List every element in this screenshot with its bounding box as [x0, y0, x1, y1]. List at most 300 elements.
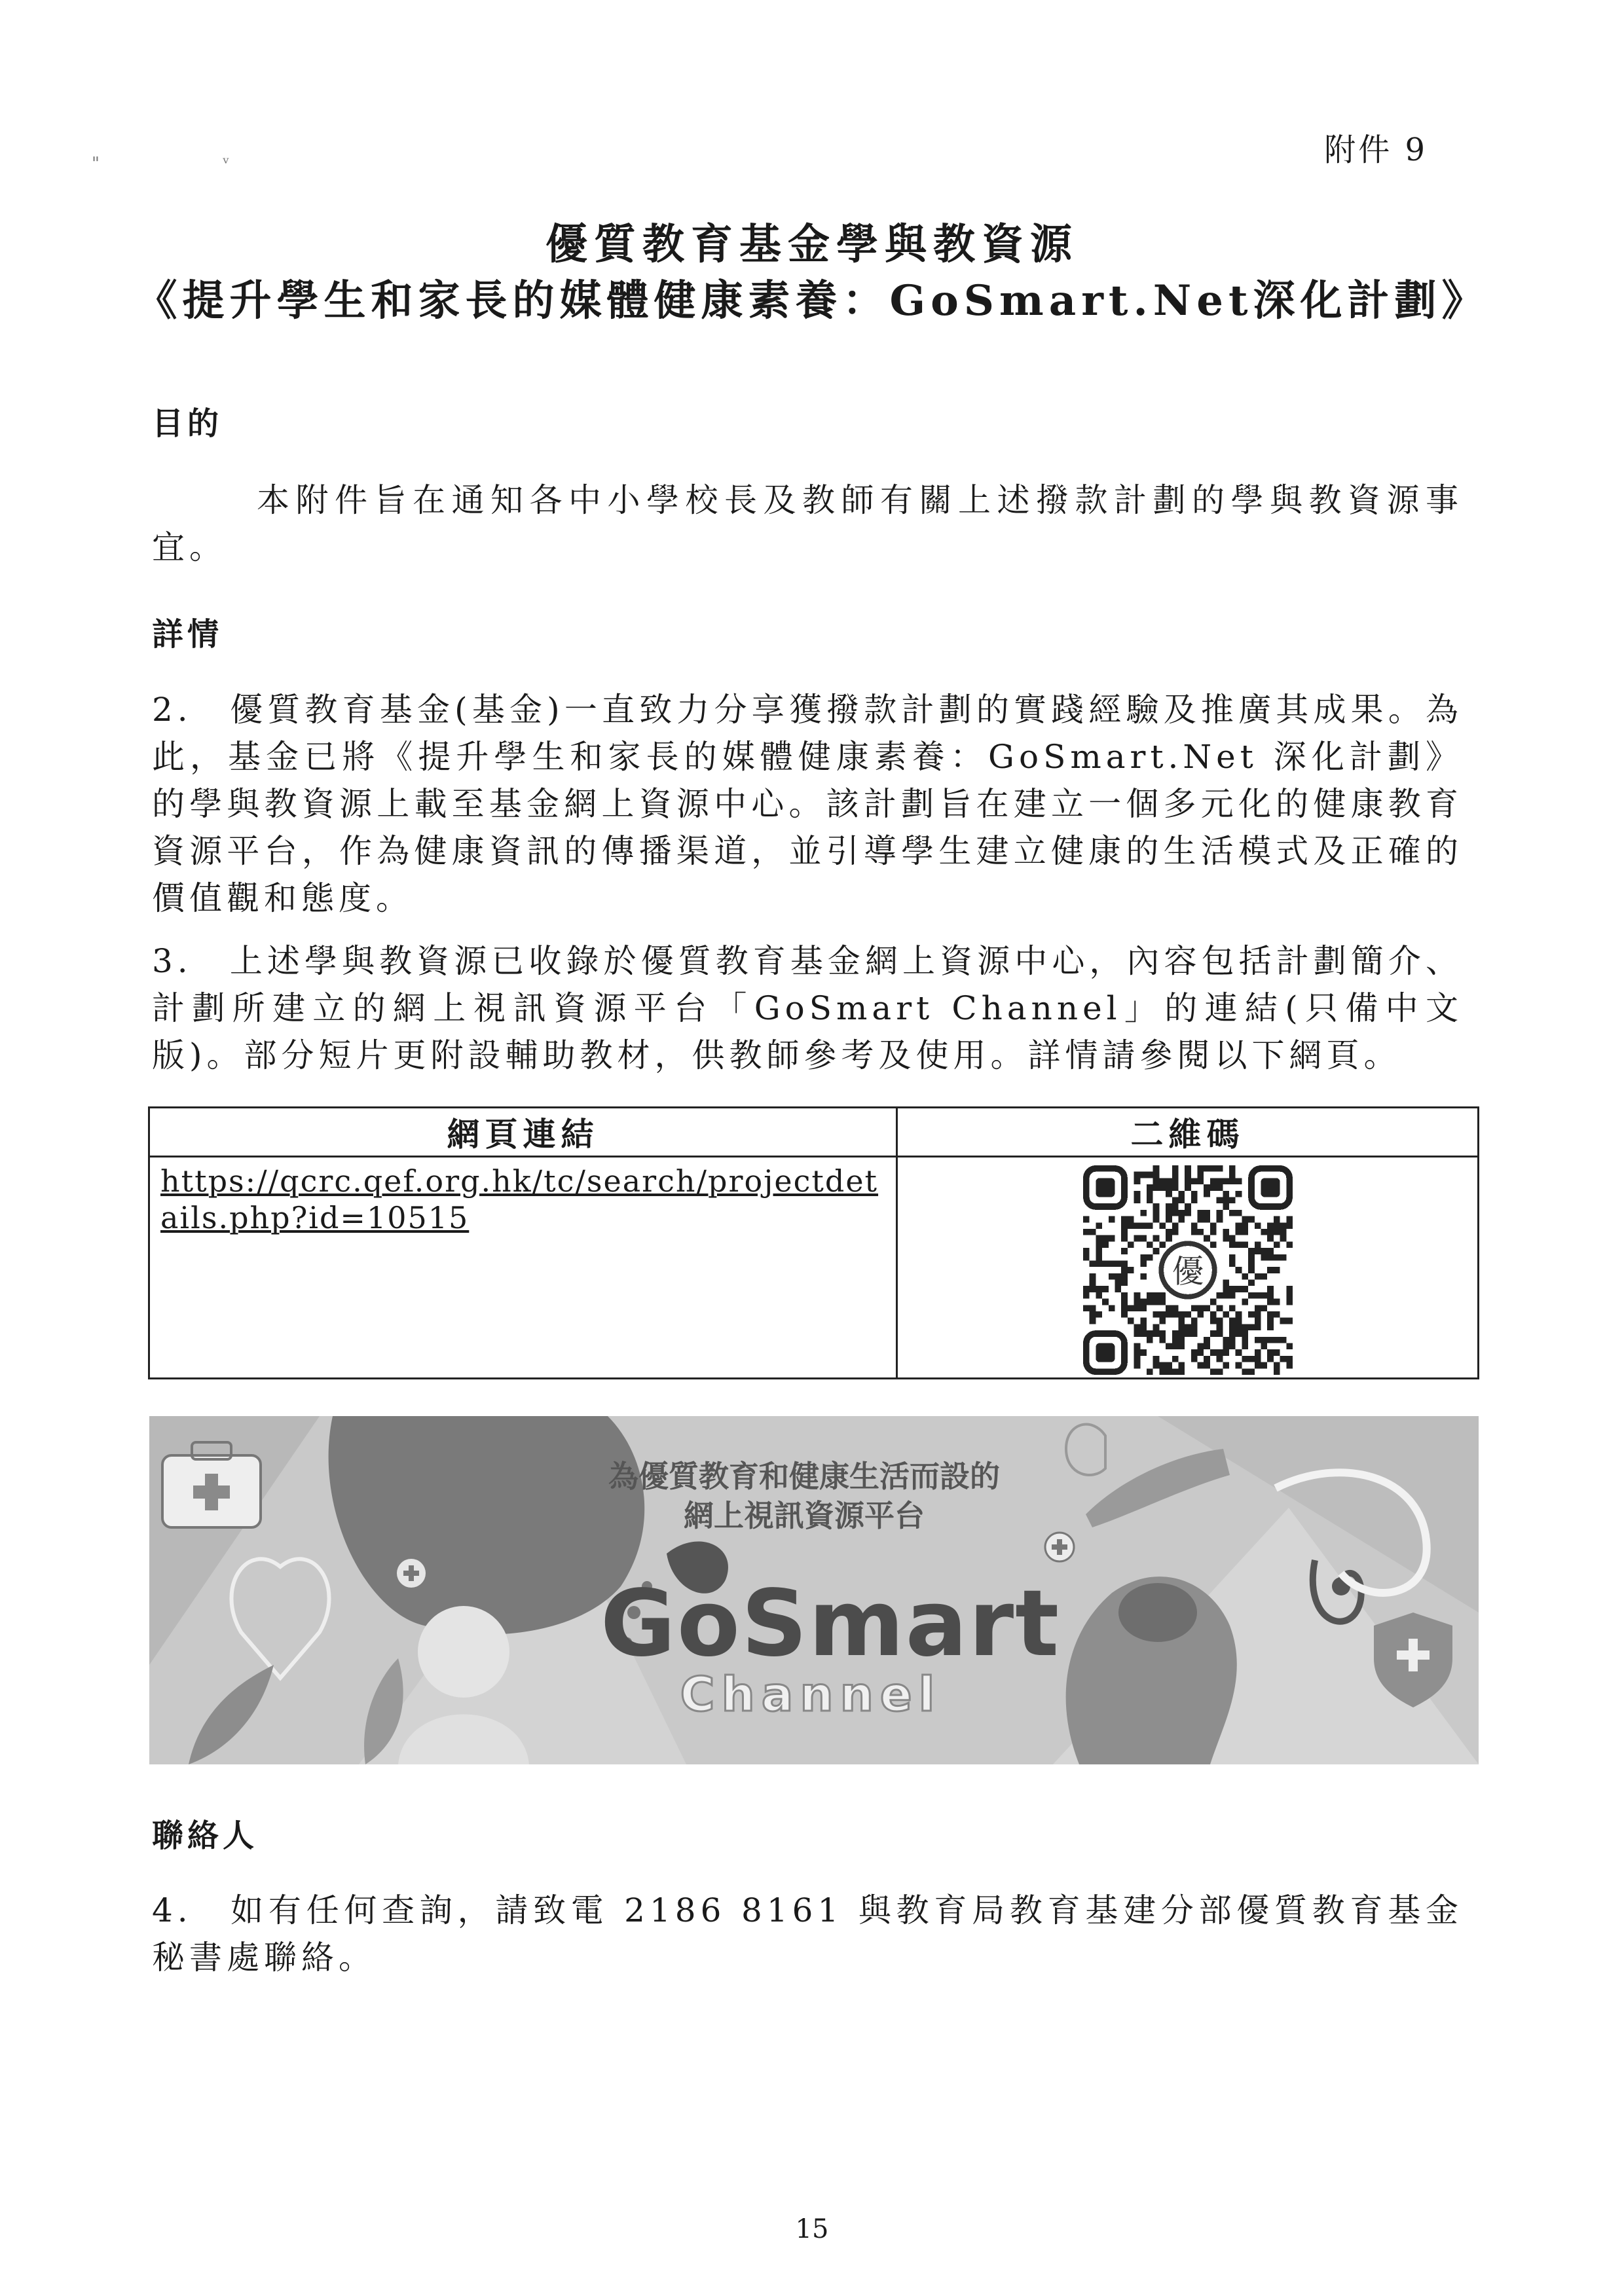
qr-module	[1083, 1216, 1090, 1223]
qr-module	[1178, 1216, 1185, 1223]
qr-module	[1140, 1324, 1147, 1330]
qr-module	[1146, 1299, 1153, 1305]
qr-module	[1273, 1362, 1280, 1369]
qr-module	[1159, 1362, 1166, 1369]
qr-module	[1140, 1260, 1147, 1267]
qr-module	[1204, 1362, 1210, 1369]
qr-module	[1242, 1356, 1248, 1362]
qr-module	[1127, 1267, 1134, 1273]
qr-module	[1190, 1324, 1197, 1330]
qr-module	[1140, 1305, 1147, 1311]
banner-tagline-line-2: 網上視訊資源平台	[684, 1498, 925, 1533]
qr-module	[1209, 1299, 1216, 1305]
qr-module	[1134, 1235, 1140, 1242]
qr-module	[1185, 1210, 1191, 1216]
header-web-link: 網頁連結	[149, 1108, 897, 1157]
qr-module	[1261, 1343, 1267, 1350]
qr-module	[1159, 1337, 1166, 1343]
qr-module	[1216, 1305, 1223, 1311]
qr-module	[1134, 1292, 1140, 1299]
qr-code	[1083, 1165, 1293, 1375]
header-qr-code: 二維碼	[897, 1108, 1479, 1157]
qr-module	[1102, 1235, 1109, 1242]
qr-module	[1229, 1254, 1236, 1261]
qr-module	[1235, 1324, 1242, 1330]
qr-module	[1235, 1311, 1242, 1318]
qr-module	[1209, 1368, 1216, 1375]
qr-module	[1248, 1248, 1255, 1254]
qr-module	[1153, 1311, 1159, 1318]
qr-module	[1197, 1210, 1204, 1216]
qr-module	[1280, 1318, 1286, 1324]
qr-module	[1140, 1349, 1147, 1356]
qr-module	[1083, 1254, 1090, 1261]
qr-module	[1223, 1280, 1229, 1286]
qr-module	[1204, 1216, 1210, 1223]
qr-module	[1248, 1254, 1255, 1261]
qr-module	[1197, 1216, 1204, 1223]
qr-module	[1134, 1178, 1140, 1184]
qr-module	[1096, 1235, 1102, 1242]
qr-module	[1178, 1311, 1185, 1318]
qr-module	[1140, 1210, 1147, 1216]
qr-module	[1209, 1184, 1216, 1191]
qr-module	[1166, 1191, 1172, 1197]
qr-module	[1223, 1343, 1229, 1350]
qr-module	[1248, 1260, 1255, 1267]
qr-module	[1146, 1254, 1153, 1261]
qr-module	[1172, 1203, 1178, 1210]
qr-module	[1242, 1343, 1248, 1350]
qr-module	[1286, 1318, 1293, 1324]
qr-module	[1140, 1235, 1147, 1242]
annex-label: 附件 9	[1324, 132, 1428, 168]
qr-module	[1286, 1343, 1293, 1350]
banner-tagline-line-1: 為優質教育和健康生活而設的	[608, 1459, 1000, 1494]
qr-module	[1197, 1165, 1204, 1172]
qr-module	[1178, 1362, 1185, 1369]
qr-module	[1223, 1362, 1229, 1369]
qr-module	[1261, 1305, 1267, 1311]
qr-module	[1235, 1349, 1242, 1356]
paragraph-4	[152, 1887, 1463, 1981]
qr-module	[1242, 1368, 1248, 1375]
qr-module	[1254, 1324, 1261, 1330]
qr-module	[1121, 1311, 1128, 1318]
banner-sub-brand: Channel	[680, 1667, 942, 1722]
qr-module	[1108, 1305, 1115, 1311]
qr-module	[1121, 1267, 1128, 1273]
qr-module	[1267, 1337, 1274, 1343]
qr-module	[1267, 1267, 1274, 1273]
qr-module	[1096, 1260, 1102, 1267]
qr-module	[1229, 1305, 1236, 1311]
qr-module	[1267, 1254, 1274, 1261]
qr-module	[1185, 1184, 1191, 1191]
qr-module	[1153, 1292, 1159, 1299]
qr-module	[1286, 1222, 1293, 1229]
resource-link[interactable]: https://qcrc.qef.org.hk/tc/search/projectdetails.php?id=10515	[160, 1163, 879, 1235]
heading-details: 詳情	[152, 616, 223, 653]
qr-module	[1229, 1292, 1236, 1299]
qr-module	[1204, 1356, 1210, 1362]
qr-module	[1185, 1330, 1191, 1337]
qr-module	[1083, 1292, 1090, 1299]
qr-module	[1102, 1286, 1109, 1292]
heading-purpose: 目的	[152, 405, 223, 442]
qr-module	[1159, 1299, 1166, 1305]
qr-module	[1254, 1222, 1261, 1229]
qr-module	[1134, 1362, 1140, 1369]
qr-module	[1248, 1292, 1255, 1299]
qr-module	[1242, 1216, 1248, 1223]
qr-module	[1229, 1286, 1236, 1292]
qr-module	[1166, 1210, 1172, 1216]
qr-module	[1178, 1343, 1185, 1350]
qr-module	[1248, 1311, 1255, 1318]
qr-module	[1273, 1216, 1280, 1223]
qr-module	[1172, 1178, 1178, 1184]
qr-module	[1242, 1337, 1248, 1343]
qr-module	[1209, 1229, 1216, 1235]
qr-module	[1197, 1343, 1204, 1350]
qr-module	[1089, 1273, 1096, 1280]
qr-module	[1248, 1267, 1255, 1273]
qr-module	[1108, 1273, 1115, 1280]
qr-module	[1190, 1318, 1197, 1324]
qr-module	[1280, 1229, 1286, 1235]
qr-module	[1204, 1184, 1210, 1191]
qr-module	[1242, 1330, 1248, 1337]
qr-module	[1235, 1286, 1242, 1292]
qr-module	[1235, 1362, 1242, 1369]
qr-module	[1134, 1197, 1140, 1203]
qr-module	[1102, 1260, 1109, 1267]
document-title-line-1: 優質教育基金學與教資源	[545, 220, 1079, 269]
qr-module	[1083, 1305, 1090, 1311]
qr-module	[1229, 1337, 1236, 1343]
qr-module	[1223, 1311, 1229, 1318]
qr-module	[1229, 1178, 1236, 1184]
qr-module	[1159, 1318, 1166, 1324]
qr-module	[1153, 1324, 1159, 1330]
qr-module	[1134, 1356, 1140, 1362]
qr-module	[1197, 1349, 1204, 1356]
qr-module	[1267, 1318, 1274, 1324]
qr-module	[1146, 1172, 1153, 1178]
qr-module	[1216, 1324, 1223, 1330]
qr-module	[1096, 1241, 1102, 1248]
qr-module	[1108, 1235, 1115, 1242]
qr-module	[1159, 1184, 1166, 1191]
qr-module	[1121, 1305, 1128, 1311]
qr-module	[1172, 1210, 1178, 1216]
qr-module	[1254, 1305, 1261, 1311]
qr-module	[1254, 1362, 1261, 1369]
qr-module	[1102, 1241, 1109, 1248]
qr-module	[1089, 1260, 1096, 1267]
qr-module	[1121, 1292, 1128, 1299]
qr-module	[1166, 1362, 1172, 1369]
qr-module	[1185, 1172, 1191, 1178]
qr-module	[1209, 1311, 1216, 1318]
qr-module	[1273, 1299, 1280, 1305]
qr-module	[1185, 1165, 1191, 1172]
qr-module	[1190, 1191, 1197, 1197]
qr-module	[1216, 1197, 1223, 1203]
qr-module	[1267, 1324, 1274, 1330]
qr-module	[1153, 1210, 1159, 1216]
qr-module	[1216, 1178, 1223, 1184]
qr-module	[1166, 1305, 1172, 1311]
qr-module	[1229, 1260, 1236, 1267]
qr-module	[1235, 1222, 1242, 1229]
qr-module	[1089, 1318, 1096, 1324]
qr-module	[1153, 1330, 1159, 1337]
qr-module	[1172, 1356, 1178, 1362]
qr-module	[1273, 1222, 1280, 1229]
qr-module	[1159, 1241, 1166, 1248]
qr-module	[1280, 1337, 1286, 1343]
qr-module	[1159, 1292, 1166, 1299]
qr-module	[1096, 1286, 1102, 1292]
qr-module	[1172, 1172, 1178, 1178]
qr-module	[1172, 1184, 1178, 1191]
qr-module	[1140, 1172, 1147, 1178]
qr-module	[1159, 1178, 1166, 1184]
qr-module	[1261, 1273, 1267, 1280]
qr-module	[1146, 1222, 1153, 1229]
qr-module	[1134, 1343, 1140, 1350]
qr-module	[1153, 1172, 1159, 1178]
first-aid-kit-icon	[162, 1442, 261, 1527]
qr-module	[1235, 1229, 1242, 1235]
qr-module	[1115, 1273, 1121, 1280]
qr-module	[1204, 1337, 1210, 1343]
plus-circle-icon	[397, 1559, 426, 1588]
qr-module	[1190, 1229, 1197, 1235]
qr-module	[1254, 1349, 1261, 1356]
qr-module	[1254, 1273, 1261, 1280]
qr-module	[1229, 1241, 1236, 1248]
qr-module	[1280, 1356, 1286, 1362]
qr-module	[1172, 1305, 1178, 1311]
qr-module	[1121, 1248, 1128, 1254]
qr-module	[1121, 1229, 1128, 1235]
qr-module	[1121, 1273, 1128, 1280]
qr-module	[1134, 1299, 1140, 1305]
qr-module	[1209, 1241, 1216, 1248]
qr-module	[1190, 1197, 1197, 1203]
link-cell	[149, 1157, 897, 1379]
qr-module	[1140, 1254, 1147, 1261]
qr-module	[1223, 1229, 1229, 1235]
qr-module	[1121, 1216, 1128, 1223]
qr-module	[1235, 1330, 1242, 1337]
qr-module	[1140, 1273, 1147, 1280]
qr-module	[1096, 1292, 1102, 1299]
qr-module	[1172, 1368, 1178, 1375]
qr-module	[1166, 1178, 1172, 1184]
qr-module	[1216, 1165, 1223, 1172]
qr-center-logo: 優	[1172, 1253, 1204, 1290]
qr-module	[1096, 1248, 1102, 1254]
qr-module	[1248, 1216, 1255, 1223]
page-number: 15	[795, 2214, 829, 2244]
qr-module	[1172, 1229, 1178, 1235]
qr-module	[1089, 1311, 1096, 1318]
qr-module	[1286, 1356, 1293, 1362]
qr-module	[1209, 1349, 1216, 1356]
qr-module	[1223, 1203, 1229, 1210]
qr-module	[1254, 1241, 1261, 1248]
qr-module	[1229, 1324, 1236, 1330]
qr-module	[1216, 1368, 1223, 1375]
qr-module	[1204, 1343, 1210, 1350]
qr-module	[1223, 1178, 1229, 1184]
paragraph-3	[152, 938, 1463, 1079]
resource-table	[148, 1106, 1479, 1379]
qr-module	[1197, 1305, 1204, 1311]
qr-module	[1209, 1165, 1216, 1172]
paragraph-purpose	[152, 477, 1463, 571]
qr-module	[1204, 1305, 1210, 1311]
paragraph-4-text: 4. 如有任何查詢，請致電 2186 8161 與教育局教育基建分部優質教育基金秘書處聯絡。	[152, 1891, 1463, 1977]
qr-module	[1261, 1362, 1267, 1369]
qr-module	[1134, 1324, 1140, 1330]
qr-module	[1223, 1292, 1229, 1299]
qr-module	[1204, 1191, 1210, 1197]
qr-module	[1267, 1292, 1274, 1299]
qr-module	[1159, 1368, 1166, 1375]
qr-module	[1134, 1305, 1140, 1311]
qr-module	[1127, 1222, 1134, 1229]
qr-module	[1209, 1318, 1216, 1324]
qr-module	[1229, 1330, 1236, 1337]
qr-module	[1159, 1222, 1166, 1229]
qr-module	[1242, 1299, 1248, 1305]
qr-module	[1223, 1235, 1229, 1242]
qr-module	[1267, 1286, 1274, 1292]
qr-module	[1115, 1260, 1121, 1267]
qr-module	[1140, 1222, 1147, 1229]
qr-module	[1229, 1343, 1236, 1350]
qr-module	[1166, 1216, 1172, 1223]
qr-module	[1223, 1197, 1229, 1203]
qr-module	[1223, 1191, 1229, 1197]
qr-module	[1159, 1330, 1166, 1337]
document-title-line-2: 《提升學生和家長的媒體健康素養：GoSmart.Net深化計劃》	[135, 276, 1489, 325]
qr-module	[1216, 1349, 1223, 1356]
qr-module	[1286, 1362, 1293, 1369]
qr-module	[1178, 1324, 1185, 1330]
qr-module	[1254, 1337, 1261, 1343]
qr-module	[1229, 1172, 1236, 1178]
qr-module	[1172, 1311, 1178, 1318]
qr-module	[1248, 1356, 1255, 1362]
qr-module	[1172, 1222, 1178, 1229]
qr-module	[1121, 1299, 1128, 1305]
gosmart-banner	[149, 1416, 1479, 1764]
qr-module	[1204, 1235, 1210, 1242]
qr-module	[1127, 1216, 1134, 1223]
qr-module	[1185, 1311, 1191, 1318]
qr-module	[1286, 1216, 1293, 1223]
qr-module	[1235, 1210, 1242, 1216]
qr-module	[1166, 1184, 1172, 1191]
qr-module	[1146, 1191, 1153, 1197]
qr-module	[1121, 1280, 1128, 1286]
qr-module	[1102, 1299, 1109, 1305]
qr-module	[1261, 1292, 1267, 1299]
qr-module	[1146, 1241, 1153, 1248]
qr-module	[1197, 1362, 1204, 1369]
qr-module	[1242, 1286, 1248, 1292]
qr-module	[1178, 1337, 1185, 1343]
qr-module	[1185, 1203, 1191, 1210]
qr-module	[1127, 1241, 1134, 1248]
qr-module	[1140, 1330, 1147, 1337]
qr-module	[1216, 1330, 1223, 1337]
qr-module	[1261, 1229, 1267, 1235]
qr-module	[1197, 1311, 1204, 1318]
qr-module	[1121, 1222, 1128, 1229]
qr-module	[1286, 1299, 1293, 1305]
qr-module	[1146, 1337, 1153, 1343]
qr-module	[1280, 1254, 1286, 1261]
qr-module	[1153, 1203, 1159, 1210]
qr-module	[1229, 1210, 1236, 1216]
qr-module	[1286, 1286, 1293, 1292]
qr-module	[1254, 1248, 1261, 1254]
qr-module	[1229, 1235, 1236, 1242]
qr-module	[1127, 1318, 1134, 1324]
qr-module	[1115, 1286, 1121, 1292]
qr-module	[1242, 1273, 1248, 1280]
qr-module	[1267, 1229, 1274, 1235]
qr-module	[1096, 1222, 1102, 1229]
qr-module	[1172, 1165, 1178, 1172]
qr-module	[1204, 1210, 1210, 1216]
qr-module	[1089, 1286, 1096, 1292]
qr-module	[1185, 1324, 1191, 1330]
qr-module	[1153, 1356, 1159, 1362]
paragraph-2-text: 2. 優質教育基金(基金)一直致力分享獲撥款計劃的實踐經驗及推廣其成果。為此，基金已將《提升學生和家長的媒體健康素養：GoSmart.Net 深化計劃》的學與教資源上載至基金網上資源中心。該計劃旨在建立一個多元化的健康教育資源平台，作為健康資訊的傳播渠道，並引導學生建立健康的生活模式及正確的價值觀和態度。	[152, 691, 1463, 917]
qr-module	[1146, 1197, 1153, 1203]
qr-module	[1209, 1178, 1216, 1184]
qr-module	[1273, 1368, 1280, 1375]
qr-module	[1229, 1197, 1236, 1203]
qr-module	[1267, 1248, 1274, 1254]
qr-module	[1153, 1248, 1159, 1254]
qr-module	[1083, 1248, 1090, 1254]
qr-module	[1216, 1210, 1223, 1216]
qr-module	[1261, 1337, 1267, 1343]
qr-module	[1267, 1299, 1274, 1305]
qr-module	[1172, 1343, 1178, 1350]
qr-module	[1286, 1292, 1293, 1299]
qr-module	[1172, 1330, 1178, 1337]
qr-module	[1223, 1286, 1229, 1292]
qr-module	[1140, 1318, 1147, 1324]
qr-module	[1172, 1197, 1178, 1203]
qr-module	[1273, 1229, 1280, 1235]
qr-module	[1166, 1343, 1172, 1350]
qr-module	[1242, 1229, 1248, 1235]
qr-module	[1190, 1178, 1197, 1184]
qr-module	[1229, 1318, 1236, 1324]
qr-module	[1083, 1286, 1090, 1292]
